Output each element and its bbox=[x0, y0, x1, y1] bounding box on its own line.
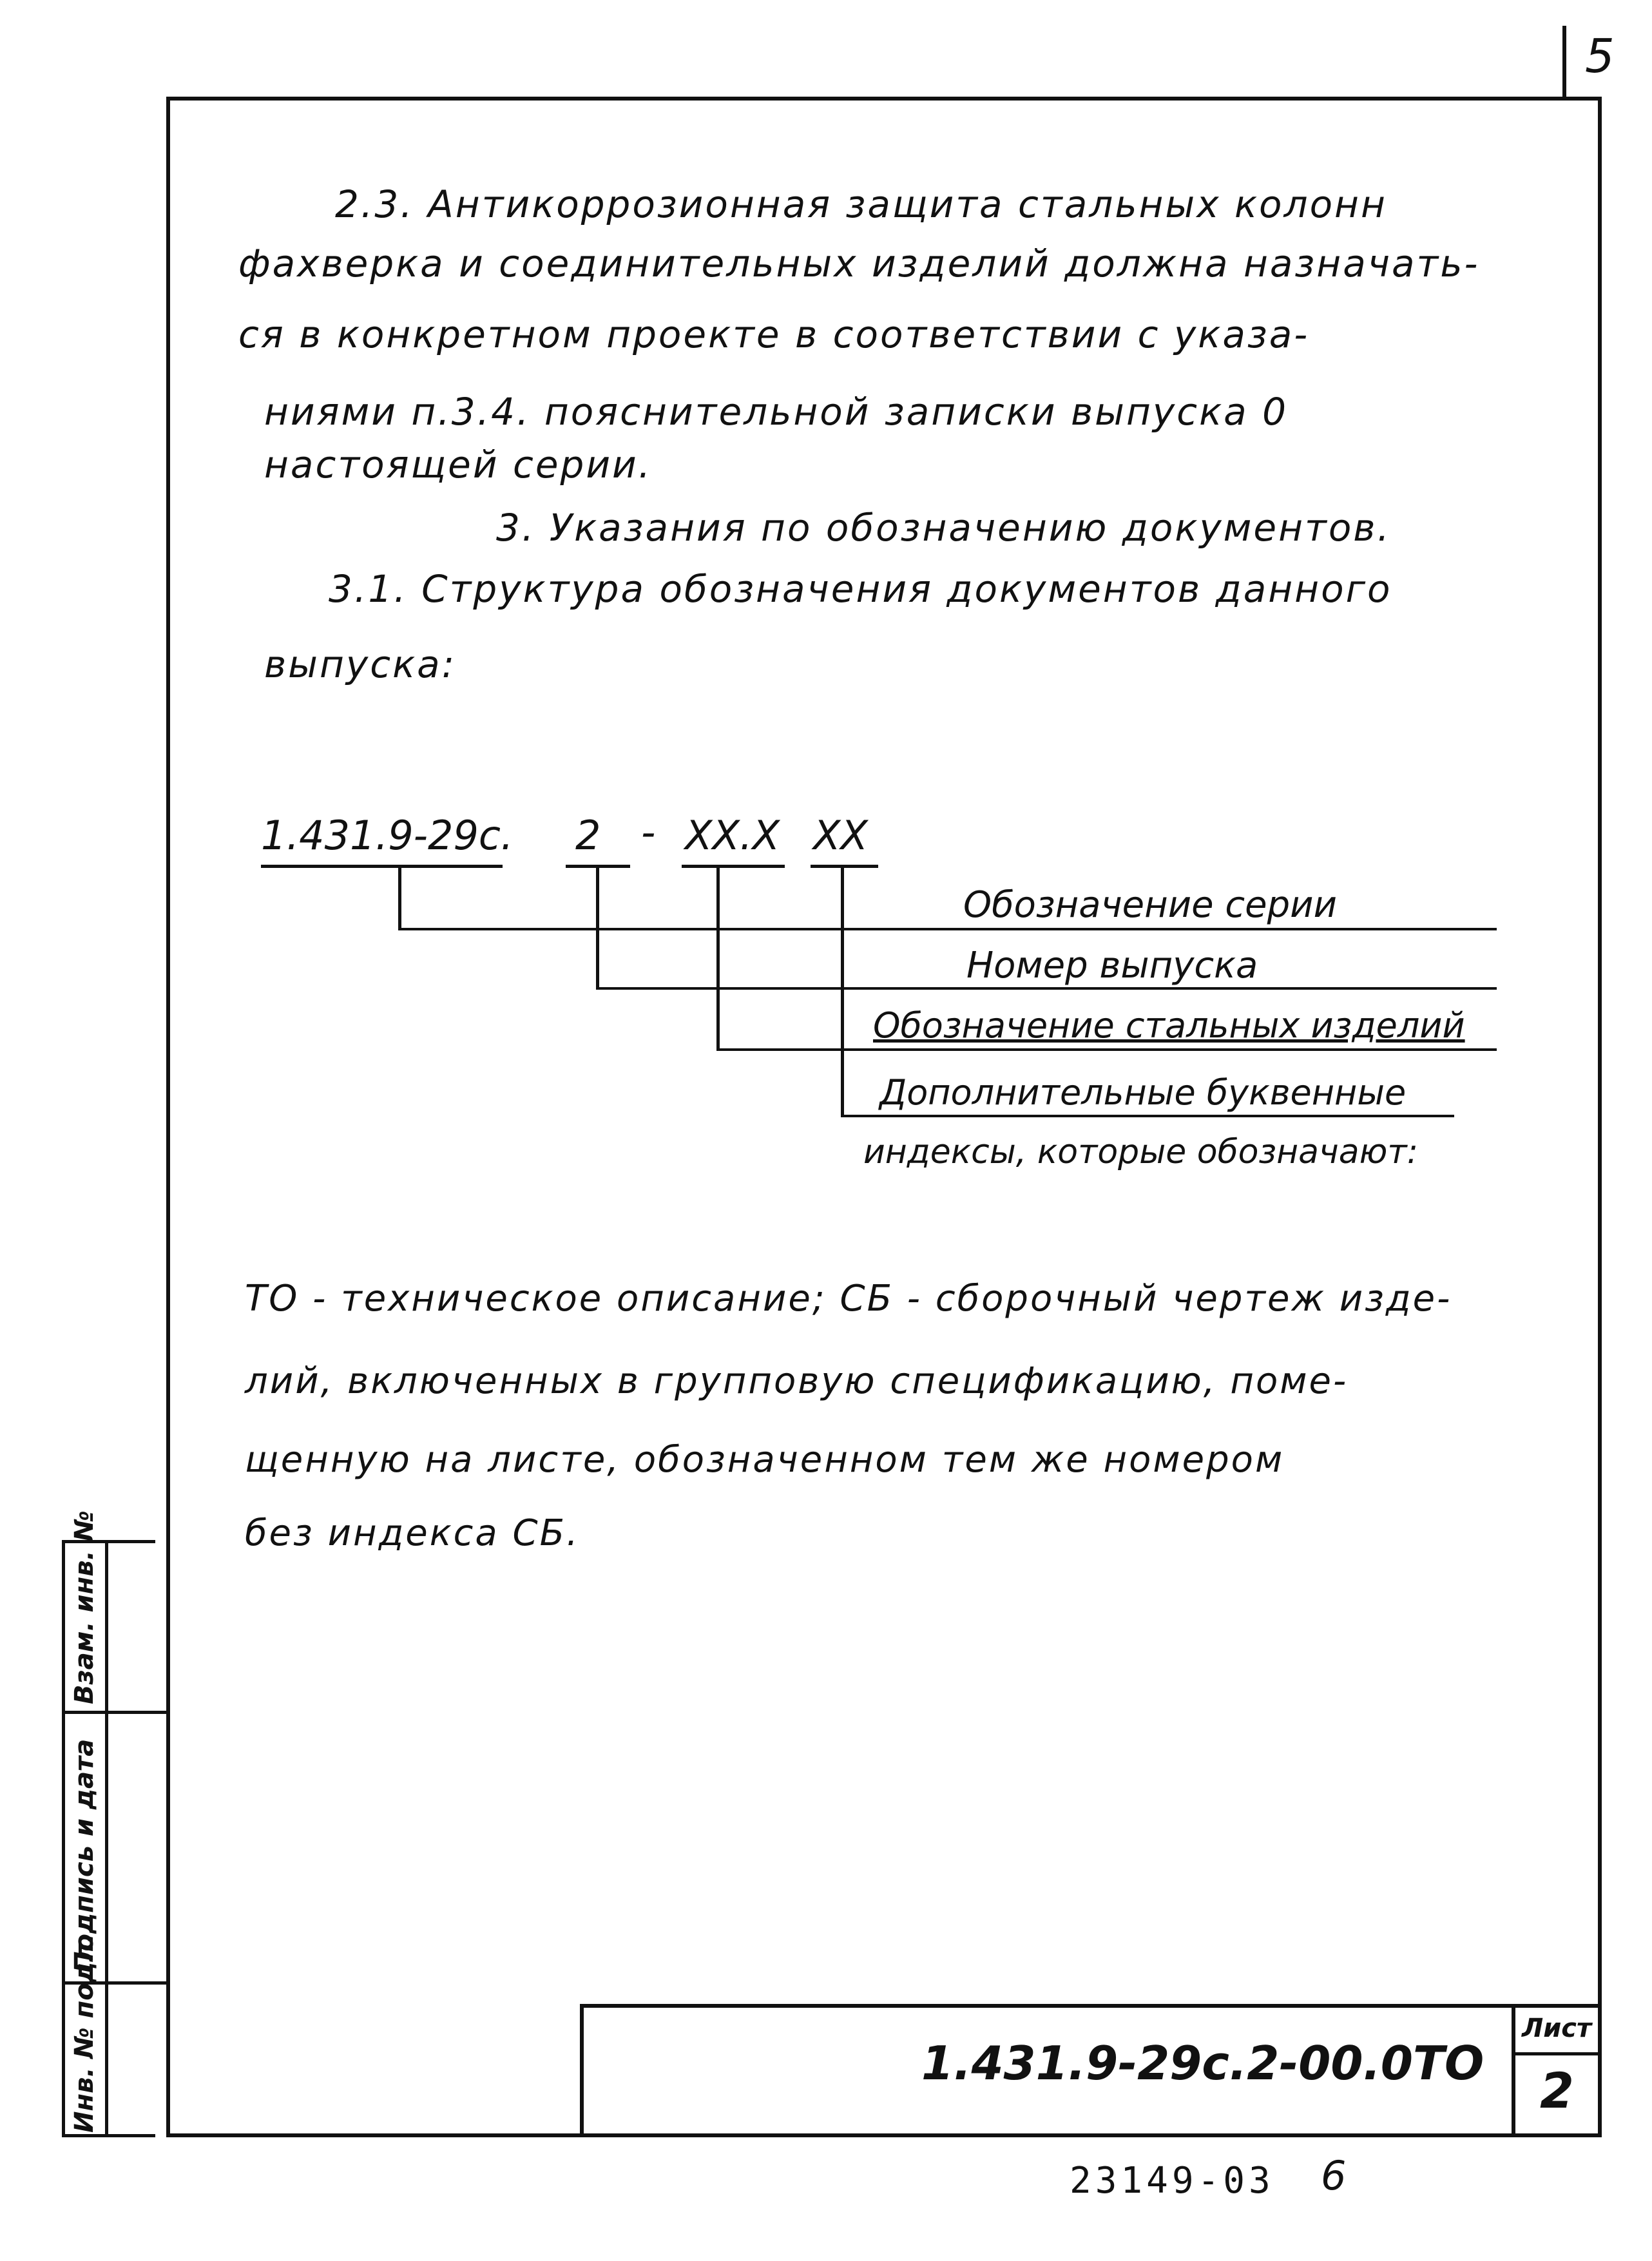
notes-line-3: щенную на листе, обозначенном тем же номером bbox=[245, 1439, 1285, 1481]
stamp-row-divider-1 bbox=[62, 1711, 166, 1714]
stamp-replace-inv: Взам. инв. № bbox=[70, 1510, 99, 1704]
notes-line-1: ТО - техническое описание; СБ - сборочный чертеж изде- bbox=[245, 1278, 1452, 1320]
sheet-label: Лист bbox=[1522, 2014, 1592, 2043]
letters-leader-vertical bbox=[841, 867, 844, 1117]
designation-item: XX.X bbox=[685, 812, 780, 859]
section3-heading: 3. Указания по обозначению документов. bbox=[496, 506, 1391, 550]
p31-line-2: выпуска: bbox=[264, 642, 457, 686]
stamp-column-divider bbox=[105, 1540, 108, 2137]
document-code: 1.431.9-29с.2-00.0ТО bbox=[921, 2036, 1484, 2090]
title-block-sheet-divider bbox=[1512, 2052, 1602, 2055]
p23-line-3: ся в конкретном проекте в соответствии с указа- bbox=[238, 313, 1310, 356]
series-label: Обозначение серии bbox=[963, 884, 1337, 926]
title-block-sheet-separator bbox=[1512, 2004, 1515, 2137]
letters-leader-horizontal bbox=[841, 1115, 1454, 1117]
letters-label-continued: индексы, которые обозначают: bbox=[863, 1133, 1419, 1171]
designation-issue: 2 bbox=[575, 812, 601, 859]
designation-letters: XX bbox=[813, 812, 868, 859]
notes-line-4: без индекса СБ. bbox=[245, 1512, 580, 1554]
series-underline bbox=[261, 865, 503, 868]
letters-label: Дополнительные буквенные bbox=[879, 1072, 1407, 1113]
page-number-separator bbox=[1562, 26, 1566, 100]
letters-underline bbox=[811, 865, 878, 868]
series-leader-horizontal bbox=[398, 928, 1497, 930]
p23-line-2: фахверка и соединительных изделий должна назначать- bbox=[238, 242, 1480, 285]
item-leader-vertical bbox=[716, 867, 720, 1050]
p23-line-5: настоящей серии. bbox=[264, 443, 653, 486]
issue-leader-vertical bbox=[596, 867, 599, 989]
copy-number: 6 bbox=[1321, 2152, 1347, 2199]
p23-line-4: ниями п.3.4. пояснительной записки выпуска 0 bbox=[264, 390, 1288, 434]
item-leader-horizontal bbox=[716, 1048, 1497, 1051]
p23-line-1: 2.3. Антикоррозионная защита стальных колонн bbox=[335, 182, 1387, 226]
p31-line-1: 3.1. Структура обозначения документов данного bbox=[329, 567, 1392, 611]
issue-leader-horizontal bbox=[596, 987, 1497, 990]
stamp-sign-date: Подпись и дата bbox=[70, 1738, 99, 1973]
designation-series: 1.431.9-29с. bbox=[261, 812, 514, 859]
stamp-inv-no-orig: Инв. № подл. bbox=[70, 1933, 99, 2133]
notes-line-2: лий, включенных в групповую спецификацию, поме- bbox=[245, 1360, 1349, 1402]
page-number: 5 bbox=[1585, 29, 1615, 83]
issue-label: Номер выпуска bbox=[966, 945, 1258, 986]
item-underline bbox=[682, 865, 785, 868]
archive-number: 23149-03 bbox=[1070, 2160, 1274, 2202]
series-leader-vertical bbox=[398, 867, 401, 930]
designation-dash: - bbox=[641, 809, 656, 856]
item-label: Обозначение стальных изделий bbox=[873, 1005, 1465, 1046]
sheet-number: 2 bbox=[1540, 2062, 1574, 2119]
